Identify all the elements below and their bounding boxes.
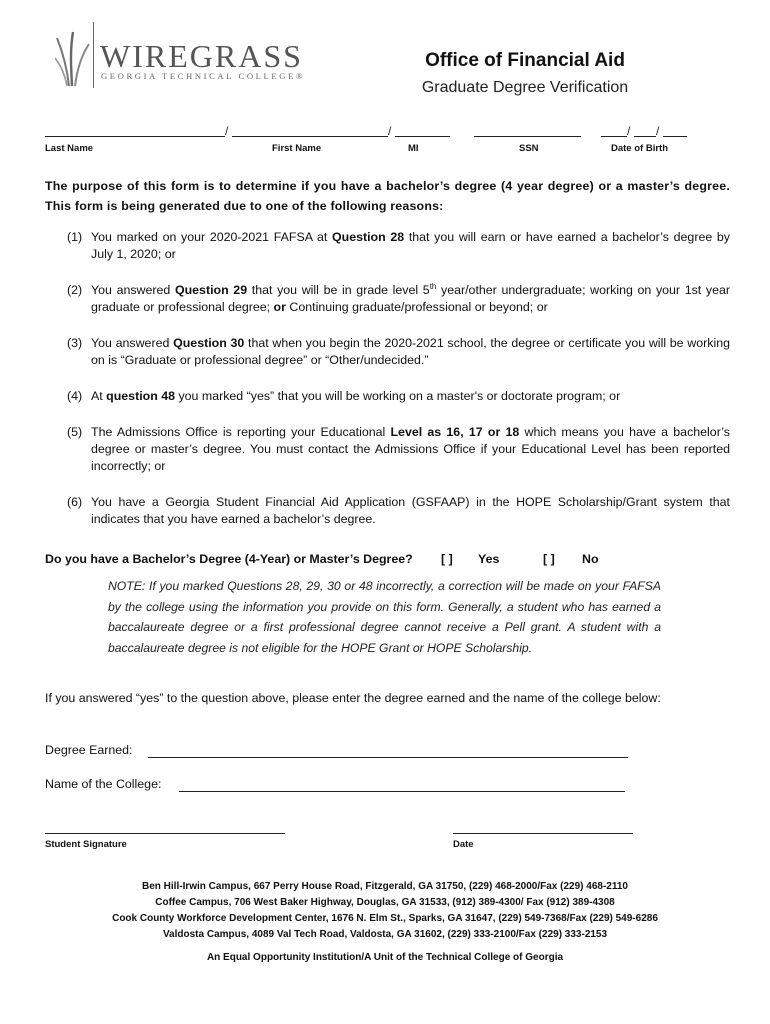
reason-text: you marked “yes” that you will be working on a master's or doctorate program; or [175, 389, 621, 403]
reason-text: Continuing graduate/professional or beyond; or [285, 300, 548, 314]
office-title: Office of Financial Aid [425, 50, 625, 71]
reason-emphasis: Question 29 [174, 283, 248, 297]
reason-emphasis: Question 28 [332, 230, 405, 244]
list-item [45, 424, 730, 475]
if-yes-instructions: If you answered “yes” to the question above, please enter the degree earned and the name of the college below: [45, 691, 661, 705]
list-number: (2) [67, 283, 83, 297]
wheatgrass-logo-icon [55, 28, 95, 88]
campus-line: Valdosta Campus, 4089 Val Tech Road, Valdosta, GA 31602, (229) 333-2100/Fax (229) 333-2153 [162, 929, 608, 940]
degree-earned-field[interactable] [148, 757, 628, 758]
dob-day-field[interactable] [634, 136, 656, 137]
last-name-label: Last Name [45, 143, 94, 154]
degree-earned-label: Degree Earned: [45, 743, 133, 757]
college-name-label: Name of the College: [45, 777, 162, 791]
first-name-field[interactable] [232, 136, 388, 137]
campus-line: Cook County Workforce Development Center, 1676 N. Elm St., Sparks, GA 31647, (229) 549-7368/Fax (229) 549-6286 [112, 913, 658, 924]
reason-text: that you will earn or have earned a bachelor’s degree by July 1, 2020; or [91, 230, 730, 261]
yes-checkbox[interactable]: [ ] [441, 552, 453, 566]
no-checkbox[interactable]: [ ] [543, 552, 555, 566]
dob-year-field[interactable] [663, 136, 687, 137]
ssn-label: SSN [519, 143, 539, 154]
student-signature-field[interactable] [45, 833, 285, 834]
reason-text: You answered [91, 336, 174, 350]
separator-slash: / [627, 124, 631, 138]
reason-text: You have a Georgia Student Financial Aid Application (GSFAAP) in the HOPE Scholarship/Grant system that indicates that you have earned a bachelor’s degree. [91, 495, 730, 526]
purpose-statement: The purpose of this form is to determine if you have a bachelor’s degree (4 year degree) or a master’s degree. This form is being generated due to one of the following reasons: [45, 179, 730, 213]
campus-line: Coffee Campus, 706 West Baker Highway, Douglas, GA 31533, (912) 389-4300/ Fax (912) 389-4308 [155, 897, 615, 908]
reason-text: that when you begin the 2020-2021 school, the degree or certificate you will be working on is “Graduate or professional degree” or “Other/undecided.” [91, 336, 730, 367]
question-text: Do you have a Bachelor’s Degree (4-Year) or Master’s Degree? [45, 552, 413, 566]
reason-emphasis: or [273, 300, 286, 314]
reason-emphasis: Level as 16, 17 or 18 [390, 425, 520, 439]
last-name-field[interactable] [45, 136, 225, 137]
reason-text: The Admissions Office is reporting your Educational [91, 425, 391, 439]
list-item [45, 494, 730, 528]
separator-slash: / [225, 124, 229, 138]
equal-opportunity-statement: An Equal Opportunity Institution/A Unit of the Technical College of Georgia [206, 952, 564, 963]
yes-label: Yes [478, 552, 500, 566]
superscript: th [429, 281, 437, 291]
list-number: (6) [67, 495, 83, 509]
campus-addresses [45, 879, 725, 943]
dob-month-field[interactable] [601, 136, 627, 137]
reason-text: At [91, 389, 107, 403]
list-number: (3) [67, 336, 83, 350]
reason-text: which means you have a bachelor’s degree or master’s degree. You must contact the Admissions Office if your Educational Level has been reported incorrectly; or [91, 425, 731, 473]
separator-slash: / [656, 124, 660, 138]
reason-text: year/other undergraduate; working on your 1st year graduate or professional degree; [91, 283, 730, 314]
form-title: Graduate Degree Verification [421, 79, 629, 96]
list-number: (5) [67, 425, 83, 439]
mi-label: MI [408, 143, 419, 154]
list-number: (4) [67, 389, 83, 403]
logo-subtitle: GEORGIA TECHNICAL COLLEGE® [101, 71, 305, 81]
date-label: Date [453, 839, 474, 850]
reason-text: You marked on your 2020-2021 FAFSA at [91, 230, 332, 244]
first-name-label: First Name [272, 143, 322, 154]
no-label: No [582, 552, 599, 566]
separator-slash: / [388, 124, 392, 138]
list-item [45, 282, 730, 316]
campus-line: Ben Hill-Irwin Campus, 667 Perry House Road, Fitzgerald, GA 31750, (229) 468-2000/Fax (229) 468-2110 [142, 881, 628, 892]
list-number: (1) [67, 230, 83, 244]
logo-name: WIREGRASS [100, 38, 303, 74]
mi-field[interactable] [395, 136, 450, 137]
student-signature-label: Student Signature [45, 839, 127, 850]
college-name-field[interactable] [179, 791, 625, 792]
note-text: NOTE: If you marked Questions 28, 29, 30 or 48 incorrectly, a correction will be made on your FAFSA by the college using the information you provide on this form. Generally, a student who has earned a baccalaureate degree or a first professional degree cannot receive a Pell grant. A student with a baccalaureate degree is not eligible for the HOPE Grant or HOPE Scholarship. [108, 579, 661, 655]
reason-text: that you will be in grade level 5 [247, 283, 430, 297]
dob-label: Date of Birth [611, 143, 668, 154]
ssn-field[interactable] [474, 136, 581, 137]
reason-emphasis: question 48 [106, 389, 176, 403]
list-item [45, 335, 730, 369]
list-item [45, 229, 730, 263]
logo-divider [93, 22, 94, 88]
reason-text: You answered [91, 283, 175, 297]
date-field[interactable] [453, 833, 633, 834]
list-item [45, 388, 730, 405]
reasons-list [45, 229, 730, 547]
reason-emphasis: Question 30 [173, 336, 245, 350]
